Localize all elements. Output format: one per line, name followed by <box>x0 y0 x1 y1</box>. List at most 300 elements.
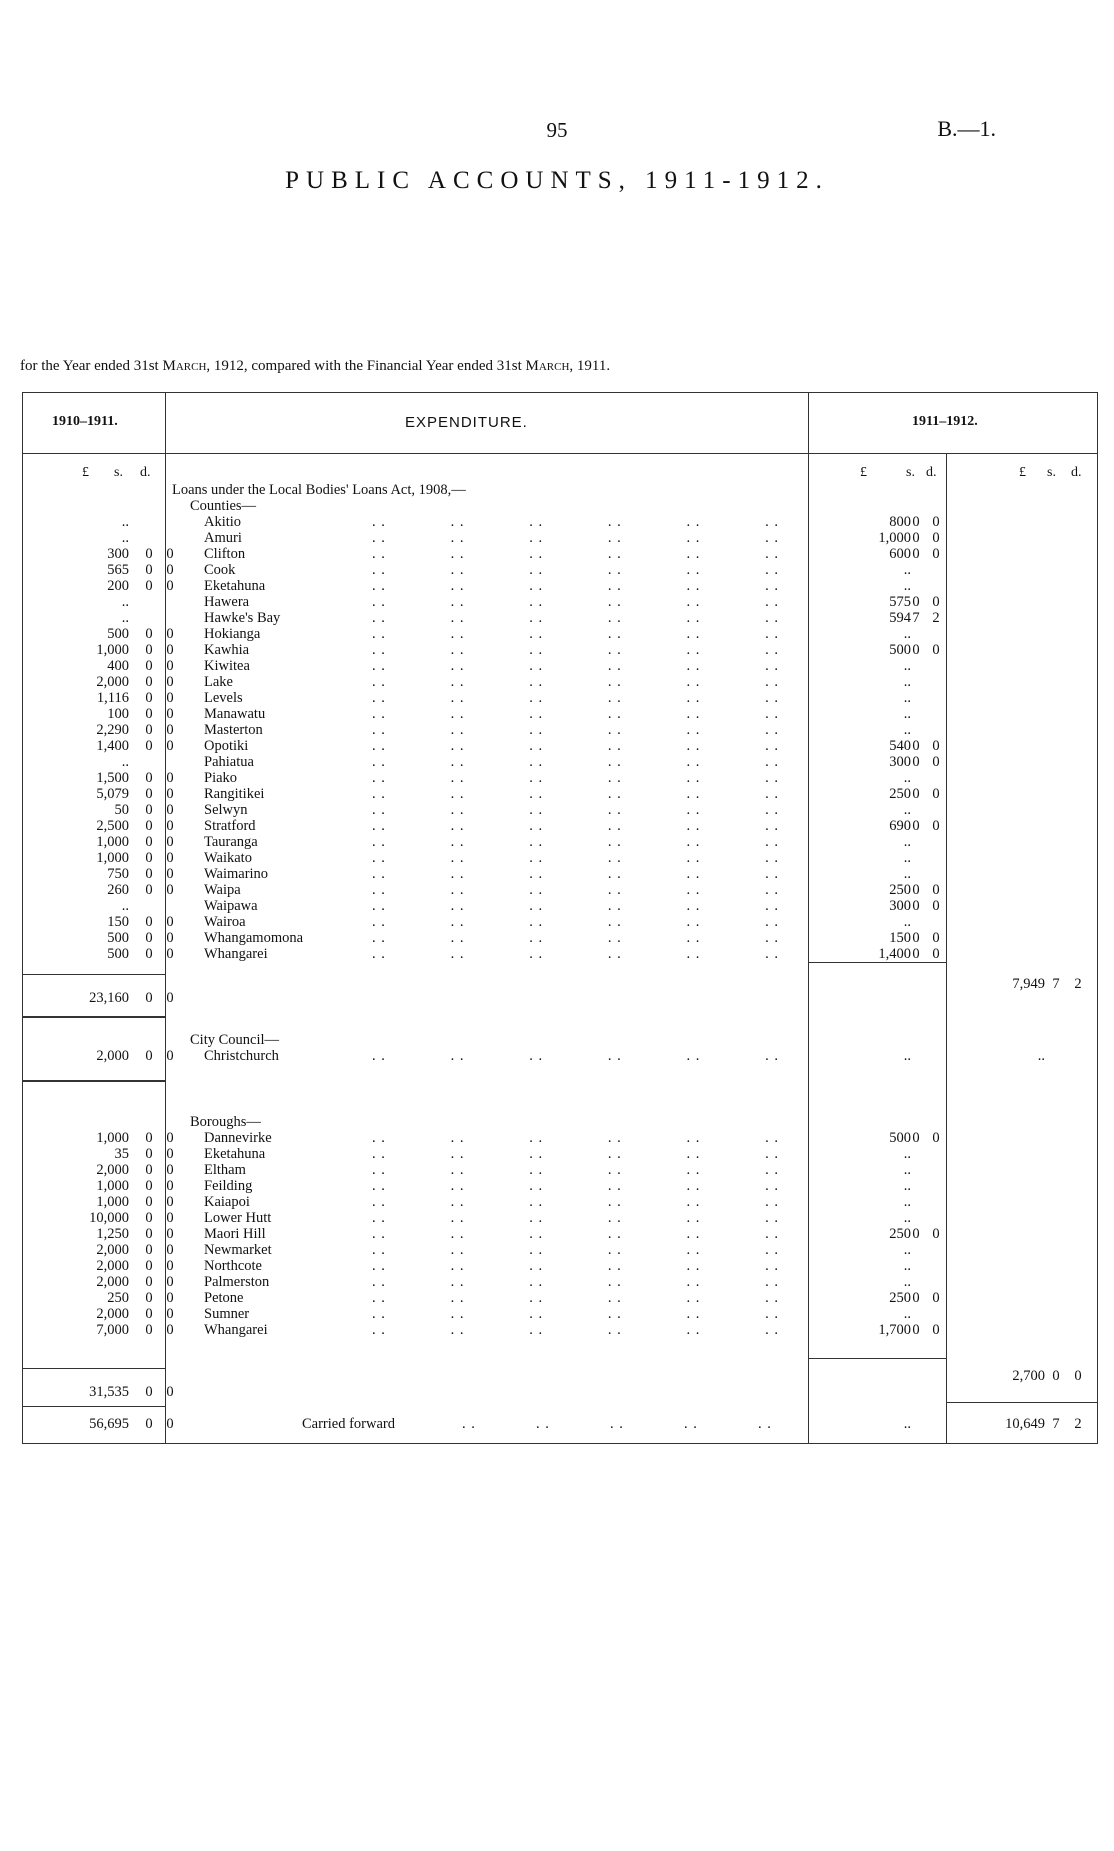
amount-shillings: 0 <box>912 818 920 834</box>
amount-shillings: 0 <box>145 850 153 866</box>
amount-pence: 0 <box>166 786 174 802</box>
amount-pounds: 1,250 <box>96 1226 129 1242</box>
ledger-row <box>22 722 1098 738</box>
amount-pounds: 500 <box>107 946 129 962</box>
amount-shillings: 0 <box>145 786 153 802</box>
amount-pounds: .. <box>903 1210 911 1226</box>
ledger-row <box>22 818 1098 834</box>
ledger-row <box>22 690 1098 706</box>
ledger-row <box>22 946 1098 962</box>
local-body-name: Waikato <box>204 850 252 866</box>
local-body-name: Maori Hill <box>204 1226 266 1242</box>
leader-dots: . . . . . . . . . . <box>462 1416 772 1432</box>
unit-shillings: s. <box>114 465 123 480</box>
amount-pounds: 56,695 <box>89 1416 129 1432</box>
amount-pounds: .. <box>903 1242 911 1258</box>
amount-pence: 0 <box>166 802 174 818</box>
amount-pounds: 10,649 <box>1005 1416 1045 1432</box>
amount-shillings: 0 <box>145 722 153 738</box>
amount-shillings: 0 <box>145 1274 153 1290</box>
amount-shillings: 0 <box>912 594 920 610</box>
amount-pence: 0 <box>932 642 940 658</box>
amount-pounds: 7,000 <box>96 1322 129 1338</box>
amount-shillings: 0 <box>912 898 920 914</box>
amount-shillings: 0 <box>1052 1368 1060 1384</box>
amount-pence: 0 <box>166 1226 174 1242</box>
amount-pounds: 2,000 <box>96 1274 129 1290</box>
local-body-name: Pahiatua <box>204 754 254 770</box>
local-body-name: Selwyn <box>204 802 248 818</box>
amount-shillings: 0 <box>145 642 153 658</box>
counties-total-prev <box>22 990 1098 1006</box>
amount-shillings: 7 <box>1052 1416 1060 1432</box>
amount-shillings: 0 <box>145 914 153 930</box>
ledger-row <box>22 610 1098 626</box>
leader-dots: . . . . . . . . . . . . <box>372 514 779 530</box>
counties-heading: Counties— <box>190 498 257 514</box>
amount-pence: 0 <box>932 546 940 562</box>
city-name: Christchurch <box>204 1048 279 1064</box>
amount-shillings: 0 <box>145 1194 153 1210</box>
unit-pence: d. <box>1071 465 1082 480</box>
ledger-row <box>22 914 1098 930</box>
ledger-table <box>22 392 1098 1444</box>
ledger-row <box>22 786 1098 802</box>
amount-shillings: 0 <box>145 1178 153 1194</box>
amount-pence: 0 <box>166 1384 174 1400</box>
amount-pounds: 35 <box>114 1146 129 1162</box>
leader-dots: . . . . . . . . . . . . <box>372 786 779 802</box>
local-body-name: Lake <box>204 674 233 690</box>
local-body-name: Kaiapoi <box>204 1194 250 1210</box>
amount-pounds: 594 <box>889 610 911 626</box>
leader-dots: . . . . . . . . . . . . <box>372 1322 779 1338</box>
local-body-name: Waipa <box>204 882 241 898</box>
boroughs-heading: Boroughs— <box>190 1114 261 1130</box>
boroughs-total-curr <box>22 1368 1098 1384</box>
amount-shillings: 0 <box>912 1226 920 1242</box>
ledger-row <box>22 530 1098 546</box>
local-body-name: Masterton <box>204 722 263 738</box>
amount-pounds: .. <box>903 626 911 642</box>
leader-dots: . . . . . . . . . . . . <box>372 770 779 786</box>
amount-shillings: 0 <box>145 674 153 690</box>
amount-pence: 0 <box>1074 1368 1082 1384</box>
ledger-row <box>22 1290 1098 1306</box>
caption-part-3: , 1911. <box>569 358 611 374</box>
unit-shillings: s. <box>1047 465 1056 480</box>
amount-shillings: 0 <box>145 658 153 674</box>
amount-pence: 0 <box>166 546 174 562</box>
leader-dots: . . . . . . . . . . . . <box>372 530 779 546</box>
amount-shillings: 0 <box>145 882 153 898</box>
leader-dots: . . . . . . . . . . . . <box>372 578 779 594</box>
amount-pence: 0 <box>932 898 940 914</box>
amount-pence: 0 <box>166 1306 174 1322</box>
amount-shillings: 0 <box>145 834 153 850</box>
amount-pounds: .. <box>903 914 911 930</box>
local-body-name: Petone <box>204 1290 244 1306</box>
ledger-row <box>22 1322 1098 1338</box>
amount-pounds: 1,000 <box>96 1130 129 1146</box>
amount-shillings: 0 <box>145 930 153 946</box>
ledger-row <box>22 1146 1098 1162</box>
amount-pence: 0 <box>166 946 174 962</box>
amount-pence: 0 <box>166 866 174 882</box>
local-body-name: Manawatu <box>204 706 266 722</box>
ledger-row <box>22 866 1098 882</box>
amount-shillings: 0 <box>912 882 920 898</box>
ledger-row <box>22 1178 1098 1194</box>
local-body-name: Eltham <box>204 1162 246 1178</box>
counties-total-curr <box>22 976 1098 992</box>
local-body-name: Piako <box>204 770 238 786</box>
amount-pence: 0 <box>166 1274 174 1290</box>
leader-dots: . . . . . . . . . . . . <box>372 1290 779 1306</box>
leader-dots: . . . . . . . . . . . . <box>372 610 779 626</box>
amount-pence: 0 <box>932 930 940 946</box>
ledger-row <box>22 706 1098 722</box>
ledger-row <box>22 754 1098 770</box>
amount-pounds: 300 <box>889 754 911 770</box>
amount-pounds: .. <box>903 1258 911 1274</box>
ledger-row <box>22 578 1098 594</box>
local-body-name: Whangarei <box>204 946 268 962</box>
amount-pounds: .. <box>903 706 911 722</box>
amount-pounds: 5,079 <box>96 786 129 802</box>
leader-dots: . . . . . . . . . . . . <box>372 626 779 642</box>
amount-pence: 0 <box>166 1210 174 1226</box>
subtotal-rule <box>22 1406 165 1407</box>
amount-pence: 0 <box>166 1162 174 1178</box>
caption-month-2: March <box>525 358 570 374</box>
amount-pounds: 1,000 <box>96 1178 129 1194</box>
ledger-row <box>22 626 1098 642</box>
leader-dots: . . . . . . . . . . . . <box>372 834 779 850</box>
amount-pounds: 690 <box>889 818 911 834</box>
amount-pounds: 7,949 <box>1012 976 1045 992</box>
amount-shillings: 0 <box>145 770 153 786</box>
amount-shillings: 0 <box>912 754 920 770</box>
amount-pence: 0 <box>166 1178 174 1194</box>
leader-dots: . . . . . . . . . . . . <box>372 706 779 722</box>
subtotal-rule <box>809 1358 946 1359</box>
local-body-name: Eketahuna <box>204 578 266 594</box>
amount-pence: 0 <box>166 770 174 786</box>
amount-pounds: .. <box>903 1048 911 1064</box>
amount-pence: 0 <box>166 1258 174 1274</box>
leader-dots: . . . . . . . . . . . . <box>372 1274 779 1290</box>
amount-shillings: 0 <box>145 990 153 1006</box>
leader-dots: . . . . . . . . . . . . <box>372 1130 779 1146</box>
amount-pence: 0 <box>166 818 174 834</box>
amount-shillings: 0 <box>145 1210 153 1226</box>
document-code: B.—1. <box>937 116 996 141</box>
amount-shillings: 0 <box>912 946 920 962</box>
amount-pounds: .. <box>903 578 911 594</box>
amount-pounds: 400 <box>107 658 129 674</box>
amount-pounds: .. <box>903 770 911 786</box>
leader-dots: . . . . . . . . . . . . <box>372 738 779 754</box>
leader-dots: . . . . . . . . . . . . <box>372 1242 779 1258</box>
amount-pounds: 2,500 <box>96 818 129 834</box>
amount-pence: 0 <box>166 738 174 754</box>
amount-pounds: 250 <box>889 1290 911 1306</box>
local-body-name: Waimarino <box>204 866 269 882</box>
amount-pence: 0 <box>932 1130 940 1146</box>
amount-pounds: 1,000 <box>96 642 129 658</box>
amount-pounds: 1,700 <box>878 1322 911 1338</box>
amount-pence: 0 <box>166 930 174 946</box>
subtotal-rule <box>809 962 946 963</box>
amount-pounds: 50 <box>114 802 129 818</box>
unit-pound: £ <box>1019 465 1026 480</box>
amount-shillings: 0 <box>145 562 153 578</box>
amount-pence: 0 <box>166 562 174 578</box>
amount-shillings: 7 <box>1052 976 1060 992</box>
leader-dots: . . . . . . . . . . . . <box>372 898 779 914</box>
amount-shillings: 0 <box>145 866 153 882</box>
amount-pence: 2 <box>1074 976 1082 992</box>
amount-shillings: 0 <box>145 818 153 834</box>
amount-pounds: .. <box>121 594 129 610</box>
unit-pence: d. <box>140 465 151 480</box>
amount-shillings: 0 <box>145 1146 153 1162</box>
amount-pounds: .. <box>903 1306 911 1322</box>
amount-pounds: 250 <box>889 882 911 898</box>
city-row <box>22 1048 1098 1064</box>
leader-dots: . . . . . . . . . . . . <box>372 562 779 578</box>
local-body-name: Clifton <box>204 546 246 562</box>
amount-pence: 0 <box>166 722 174 738</box>
local-body-name: Kiwitea <box>204 658 250 674</box>
amount-pounds: 1,000 <box>96 850 129 866</box>
amount-shillings: 0 <box>145 1322 153 1338</box>
amount-pounds: 1,000 <box>96 834 129 850</box>
amount-pounds: 300 <box>107 546 129 562</box>
local-body-name: Palmerston <box>204 1274 270 1290</box>
ledger-row <box>22 1210 1098 1226</box>
ledger-row <box>22 546 1098 562</box>
local-body-name: Rangitikei <box>204 786 265 802</box>
amount-pence: 0 <box>166 674 174 690</box>
amount-pence: 0 <box>166 1322 174 1338</box>
local-body-name: Hawera <box>204 594 250 610</box>
ledger-row <box>22 594 1098 610</box>
amount-pence: 0 <box>166 1130 174 1146</box>
amount-pence: 0 <box>166 850 174 866</box>
ledger-row <box>22 930 1098 946</box>
local-body-name: Sumner <box>204 1306 250 1322</box>
local-body-name: Lower Hutt <box>204 1210 272 1226</box>
leader-dots: . . . . . . . . . . . . <box>372 1146 779 1162</box>
ledger-row <box>22 770 1098 786</box>
leader-dots: . . . . . . . . . . . . <box>372 914 779 930</box>
amount-pounds: 800 <box>889 514 911 530</box>
amount-pence: 0 <box>166 642 174 658</box>
ledger-row <box>22 658 1098 674</box>
unit-pence: d. <box>926 465 937 480</box>
amount-pence: 0 <box>932 1226 940 1242</box>
subtotal-rule <box>22 974 165 975</box>
amount-pence: 0 <box>932 738 940 754</box>
amount-shillings: 0 <box>912 1322 920 1338</box>
local-body-name: Feilding <box>204 1178 253 1194</box>
amount-pounds: .. <box>121 898 129 914</box>
local-body-name: Amuri <box>204 530 242 546</box>
amount-pence: 0 <box>166 1146 174 1162</box>
amount-pence: 2 <box>1074 1416 1082 1432</box>
local-body-name: Kawhia <box>204 642 250 658</box>
unit-shillings: s. <box>906 465 915 480</box>
amount-pence: 0 <box>932 754 940 770</box>
amount-shillings: 0 <box>145 1162 153 1178</box>
leader-dots: . . . . . . . . . . . . <box>372 930 779 946</box>
local-body-name: Opotiki <box>204 738 249 754</box>
amount-pence: 0 <box>166 626 174 642</box>
ledger-row <box>22 562 1098 578</box>
amount-pence: 0 <box>166 690 174 706</box>
local-body-name: Newmarket <box>204 1242 272 1258</box>
ledger-row <box>22 738 1098 754</box>
amount-pounds: 200 <box>107 578 129 594</box>
local-body-name: Whangarei <box>204 1322 268 1338</box>
amount-pence: 0 <box>932 786 940 802</box>
leader-dots: . . . . . . . . . . . . <box>372 818 779 834</box>
amount-pounds: 1,400 <box>878 946 911 962</box>
amount-pounds: .. <box>903 722 911 738</box>
amount-pounds: 2,000 <box>96 1242 129 1258</box>
amount-shillings: 0 <box>145 946 153 962</box>
local-body-name: Tauranga <box>204 834 258 850</box>
amount-shillings: 0 <box>912 738 920 754</box>
amount-pounds: .. <box>903 658 911 674</box>
amount-shillings: 0 <box>145 1416 153 1432</box>
amount-pence: 0 <box>166 1416 174 1432</box>
amount-pounds: 575 <box>889 594 911 610</box>
unit-pound: £ <box>860 465 867 480</box>
amount-pounds: 23,160 <box>89 990 129 1006</box>
leader-dots: . . . . . . . . . . . . <box>372 946 779 962</box>
amount-pence: 0 <box>932 530 940 546</box>
amount-pence: 0 <box>932 514 940 530</box>
ledger-row <box>22 1194 1098 1210</box>
city-heading: City Council— <box>190 1032 280 1048</box>
amount-pounds: 250 <box>889 1226 911 1242</box>
leader-dots: . . . . . . . . . . . . <box>372 1162 779 1178</box>
local-body-name: Levels <box>204 690 243 706</box>
amount-shillings: 0 <box>145 706 153 722</box>
amount-pounds: 300 <box>889 898 911 914</box>
amount-pounds: 750 <box>107 866 129 882</box>
amount-pounds: 250 <box>107 1290 129 1306</box>
leader-dots: . . . . . . . . . . . . <box>372 658 779 674</box>
amount-pounds: 600 <box>889 546 911 562</box>
amount-pence: 0 <box>166 578 174 594</box>
ledger-row <box>22 514 1098 530</box>
amount-pounds: 1,400 <box>96 738 129 754</box>
amount-pence: 0 <box>932 818 940 834</box>
leader-dots: . . . . . . . . . . . . <box>372 1210 779 1226</box>
amount-pounds: .. <box>903 1146 911 1162</box>
page-title: PUBLIC ACCOUNTS, 1911-1912. <box>285 167 829 194</box>
amount-shillings: 0 <box>145 626 153 642</box>
amount-pounds: .. <box>903 1178 911 1194</box>
table-caption <box>20 358 610 375</box>
amount-pence: 0 <box>166 1242 174 1258</box>
ledger-row <box>22 1306 1098 1322</box>
leader-dots: . . . . . . . . . . . . <box>372 722 779 738</box>
ledger-row <box>22 1258 1098 1274</box>
amount-pounds: 2,000 <box>96 1048 129 1064</box>
amount-shillings: 0 <box>145 1290 153 1306</box>
amount-pounds: .. <box>903 1274 911 1290</box>
amount-pounds: 1,116 <box>96 690 129 706</box>
ledger-row <box>22 882 1098 898</box>
caption-part-2: , 1912, compared with the Financial Year ended 31st <box>206 358 526 374</box>
amount-shillings: 0 <box>145 690 153 706</box>
amount-pence: 0 <box>166 1194 174 1210</box>
ledger-row <box>22 834 1098 850</box>
amount-pounds: 500 <box>107 930 129 946</box>
amount-pounds: .. <box>121 754 129 770</box>
expenditure-header: EXPENDITURE. <box>405 414 528 431</box>
amount-pounds: .. <box>903 1194 911 1210</box>
amount-pence: 0 <box>166 1048 174 1064</box>
ledger-row <box>22 642 1098 658</box>
amount-pounds: 2,000 <box>96 1162 129 1178</box>
amount-pence: 0 <box>932 594 940 610</box>
local-body-name: Akitio <box>204 514 242 530</box>
amount-shillings: 0 <box>912 514 920 530</box>
amount-pounds: 260 <box>107 882 129 898</box>
amount-shillings: 0 <box>912 642 920 658</box>
amount-shillings: 0 <box>912 930 920 946</box>
local-body-name: Eketahuna <box>204 1146 266 1162</box>
amount-pounds: 565 <box>107 562 129 578</box>
amount-shillings: 0 <box>145 578 153 594</box>
amount-shillings: 0 <box>912 530 920 546</box>
amount-shillings: 0 <box>145 1130 153 1146</box>
leader-dots: . . . . . . . . . . . . <box>372 642 779 658</box>
amount-shillings: 0 <box>912 1290 920 1306</box>
leader-dots: . . . . . . . . . . . . <box>372 802 779 818</box>
local-body-name: Waipawa <box>204 898 258 914</box>
local-body-name: Wairoa <box>204 914 246 930</box>
ledger-row <box>22 1226 1098 1242</box>
amount-pounds: .. <box>903 674 911 690</box>
local-body-name: Northcote <box>204 1258 262 1274</box>
amount-pounds: 150 <box>107 914 129 930</box>
amount-pounds: .. <box>903 850 911 866</box>
amount-shillings: 7 <box>912 610 920 626</box>
amount-pounds: .. <box>121 610 129 626</box>
amount-shillings: 0 <box>145 1226 153 1242</box>
leader-dots: . . . . . . . . . . . . <box>372 754 779 770</box>
amount-shillings: 0 <box>145 1384 153 1400</box>
amount-pence: 0 <box>166 882 174 898</box>
local-body-name: Whangamomona <box>204 930 304 946</box>
amount-pounds: .. <box>903 834 911 850</box>
local-body-name: Dannevirke <box>204 1130 272 1146</box>
amount-pounds: 2,290 <box>96 722 129 738</box>
leader-dots: . . . . . . . . . . . . <box>372 850 779 866</box>
amount-shillings: 0 <box>145 1048 153 1064</box>
amount-pence: 0 <box>166 1290 174 1306</box>
ledger-row <box>22 1274 1098 1290</box>
amount-pounds: .. <box>121 514 129 530</box>
amount-pounds: .. <box>903 866 911 882</box>
